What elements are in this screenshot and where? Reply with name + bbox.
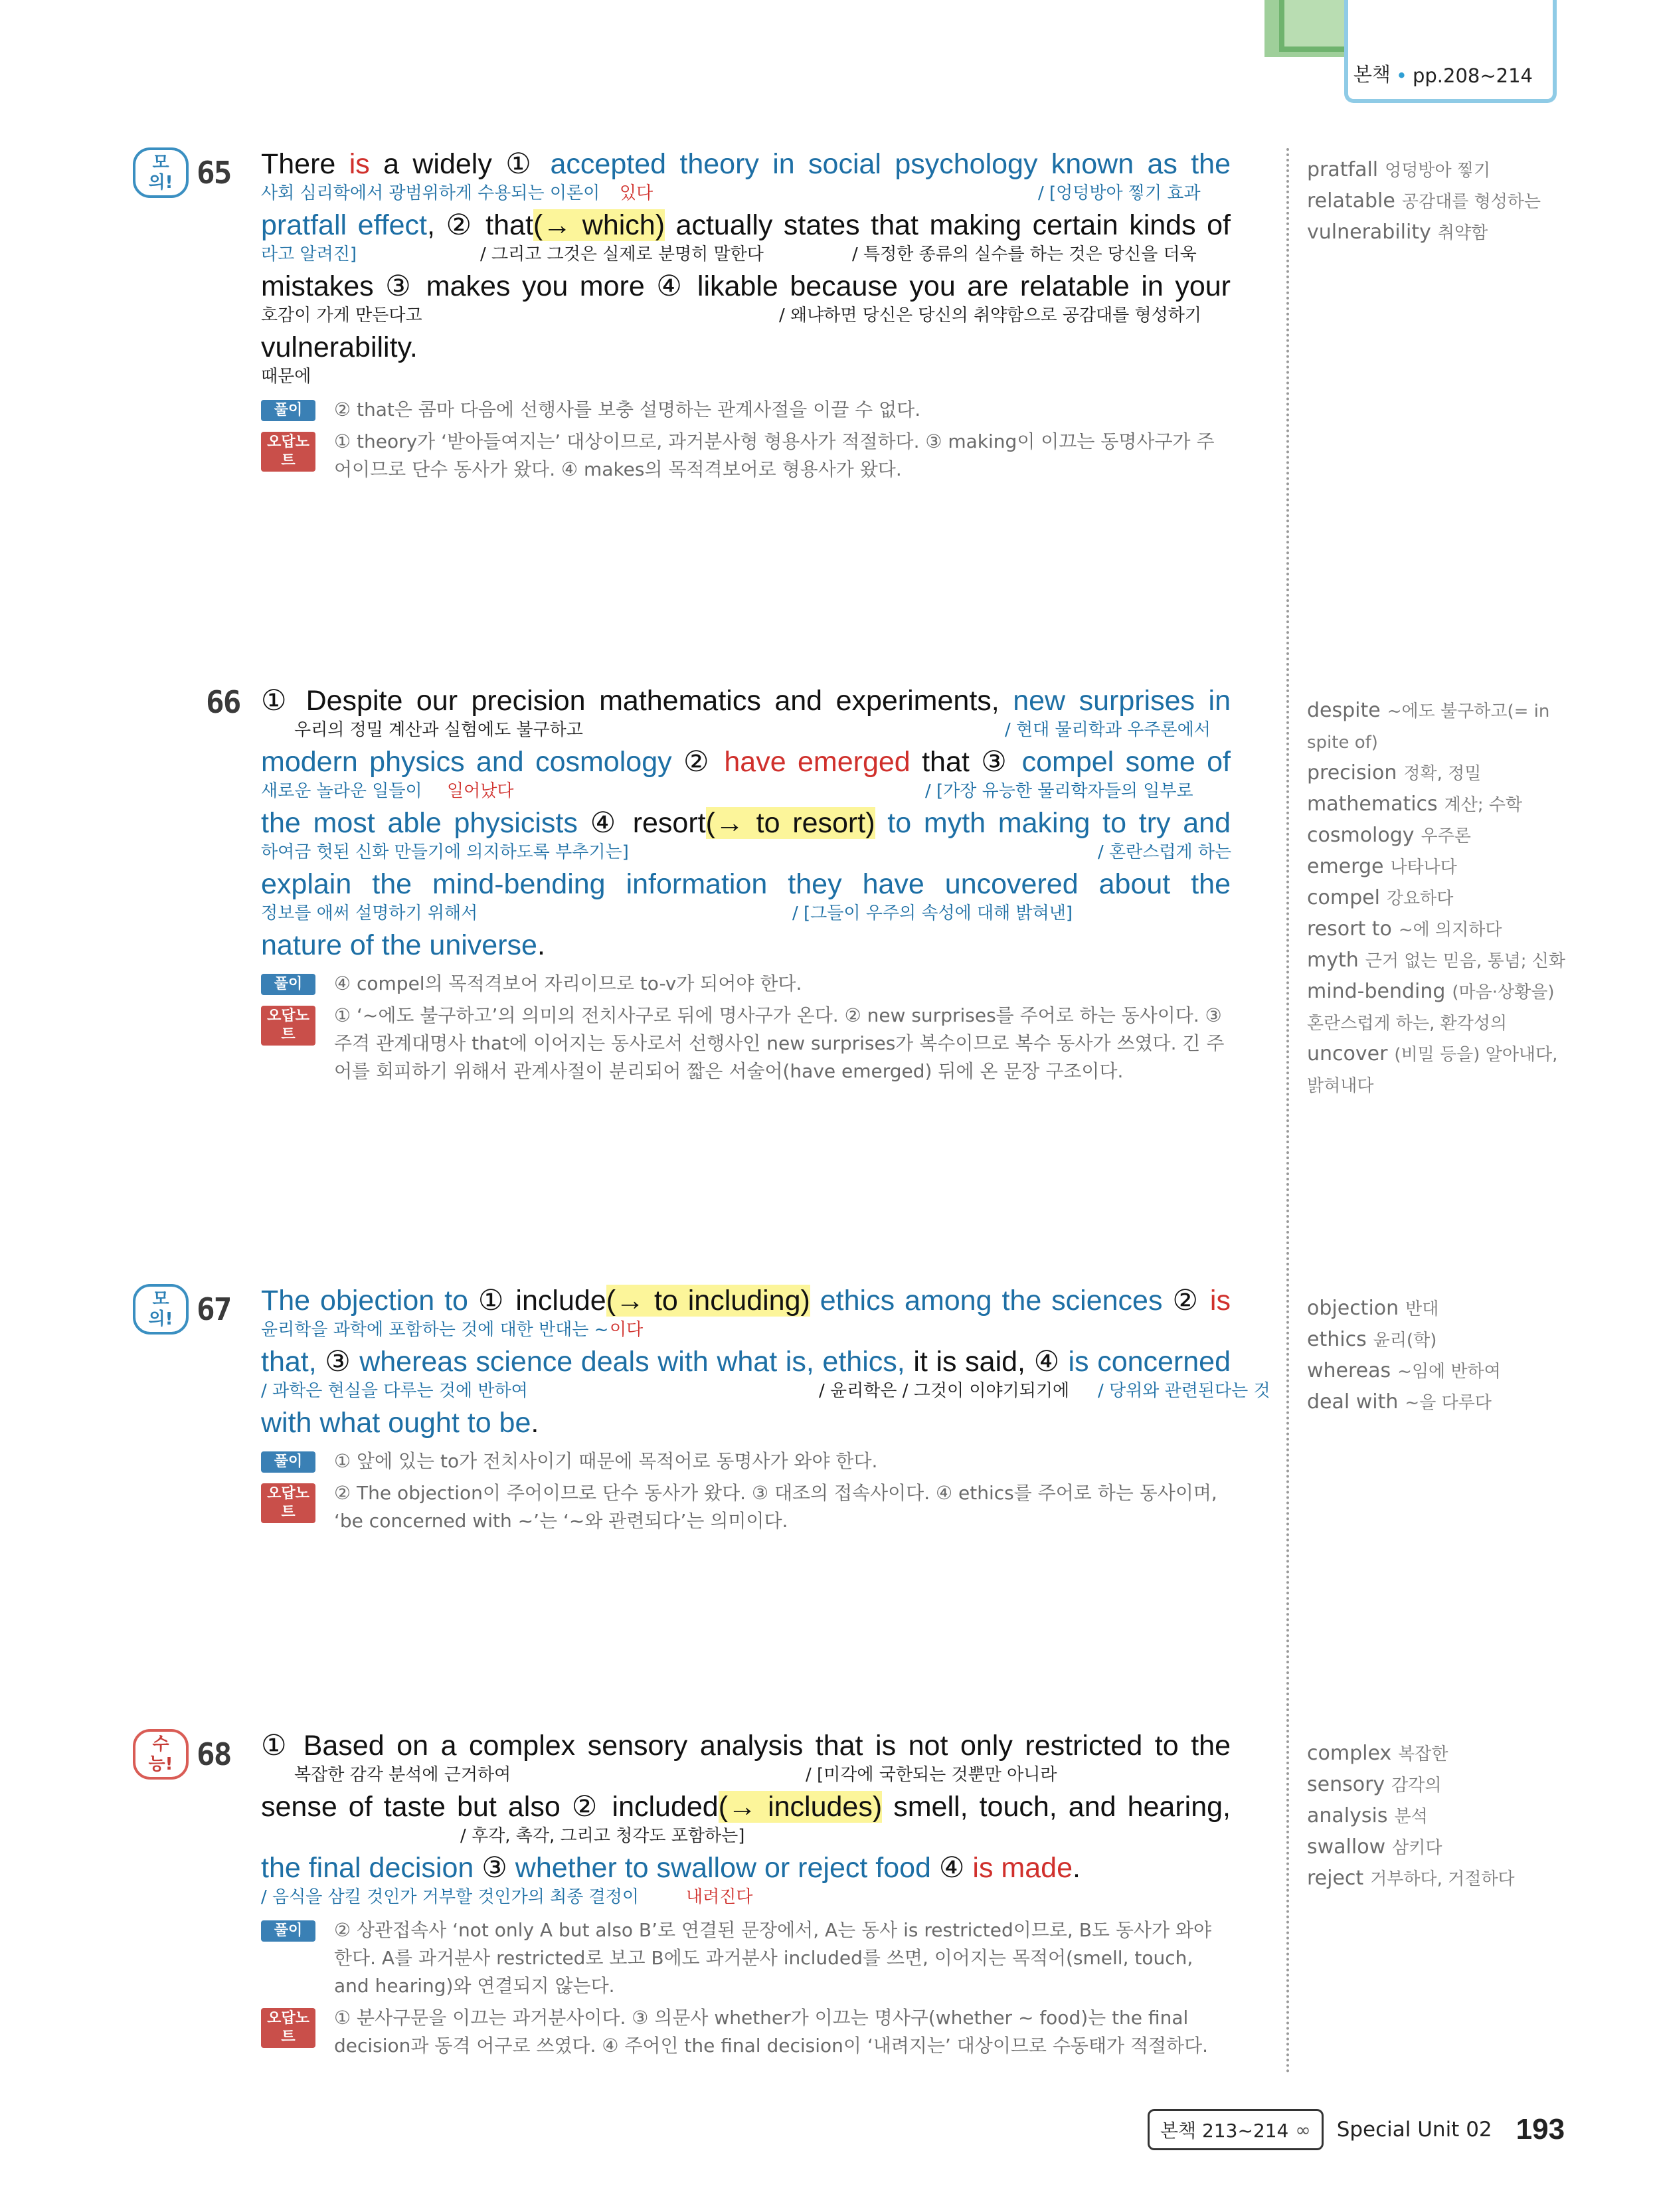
- vocab-entry: [1307, 945, 1573, 976]
- vocab-entry: [1307, 976, 1573, 1039]
- page-reference: 본책 • pp.208~214: [1344, 0, 1557, 103]
- vocab-entry: [1307, 789, 1573, 820]
- vocab-entry: [1307, 852, 1573, 883]
- korean-gloss: [261, 1317, 1231, 1345]
- link-icon: ∞: [1295, 2118, 1311, 2141]
- source-badge: 모의!: [133, 1284, 189, 1335]
- vocab-word: mind-bending: [1307, 980, 1446, 1003]
- vocab-meaning: 공감대를 형성하는: [1401, 192, 1541, 212]
- solution-tag: 풀이: [261, 1451, 315, 1473]
- korean-gloss: [261, 1378, 1270, 1406]
- korean-segment: 이다: [610, 1320, 644, 1340]
- question-header: [133, 684, 240, 720]
- question-body: [261, 1729, 1231, 2060]
- vocab-meaning: ~을 다루다: [1405, 1393, 1492, 1413]
- english-line: sense of taste but also ② included(→ includes) smell, touch, and hearing,: [261, 1791, 1231, 1823]
- solution-note: [261, 1916, 1231, 2000]
- english-segment: that,: [261, 1346, 317, 1378]
- english-segment: ethics among the sciences: [810, 1285, 1163, 1317]
- source-badge: 모의!: [133, 147, 189, 198]
- wrong-answer-text: ① theory가 ‘받아들여지는’ 대상이므로, 과거분사형 형용사가 적절하다. ③ making이 이끄는 동명사구가 주어이므로 단수 동사가 왔다. ④ makes의 목적격보어로 형용사가 왔다.: [334, 430, 1215, 480]
- korean-segment: 윤리학을 과학에 포함하는 것에 대한 반대는 ~: [261, 1320, 609, 1340]
- question-header: [133, 147, 230, 198]
- wrong-answer-text: ② The objection이 주어이므로 단수 동사가 왔다. ③ 대조의 접속사이다. ④ ethics를 주어로 하는 동사이며, ‘be concerned with ~’는 ‘~와 관련되다’는 의미이다.: [334, 1482, 1217, 1532]
- english-segment: (→ to including): [606, 1285, 810, 1317]
- solution-note: [261, 396, 1231, 424]
- vocab-meaning: 반대: [1405, 1299, 1439, 1319]
- english-line: pratfall effect, ② that(→ which) actually states that making certain kinds of: [261, 209, 1231, 241]
- english-segment: pratfall effect: [261, 209, 427, 241]
- vocab-meaning: (마음·상황을) 혼란스럽게 하는, 환각성의: [1307, 982, 1555, 1034]
- vocab-entry: [1307, 1770, 1573, 1801]
- korean-segment: 우리의 정밀 계산과 실험에도 불구하고: [294, 720, 583, 740]
- vocab-word: swallow: [1307, 1835, 1386, 1859]
- vocab-word: myth: [1307, 949, 1359, 972]
- vocab-word: precision: [1307, 761, 1397, 784]
- vocab-meaning: 윤리(학): [1373, 1331, 1437, 1350]
- vocab-entry: [1307, 820, 1573, 852]
- korean-segment: 라고 알려진]: [261, 244, 357, 264]
- vocab-word: analysis: [1307, 1804, 1388, 1827]
- source-badge: 수능!: [133, 1729, 189, 1780]
- korean-segment: 복잡한 감각 분석에 근거하여: [294, 1765, 511, 1785]
- english-segment: have emerged: [724, 746, 911, 778]
- vocab-67: [1307, 1293, 1573, 1418]
- korean-segment: / 그리고 그것은 실제로 분명히 말한다: [480, 244, 764, 264]
- korean-segment: 새로운 놀라운 일들이: [261, 781, 422, 801]
- question-body: [261, 684, 1231, 1085]
- vocab-entry: [1307, 155, 1573, 186]
- english-line: [261, 868, 1231, 901]
- book-ref-box: 본책 213~214 ∞: [1148, 2109, 1324, 2150]
- vocab-word: despite: [1307, 699, 1381, 722]
- vocab-entry: [1307, 1325, 1573, 1356]
- korean-segment: 일어났다: [447, 781, 514, 801]
- vocab-meaning: 엉덩방아 찧기: [1385, 161, 1491, 181]
- page-number: 193: [1516, 2113, 1565, 2146]
- solution-tag: 풀이: [261, 974, 315, 995]
- vocab-word: pratfall: [1307, 158, 1379, 181]
- vocab-meaning: 우주론: [1421, 826, 1471, 846]
- korean-segment: / [가장 유능한 물리학자들의 일부로: [925, 781, 1193, 801]
- english-line: nature of the universe.: [261, 929, 545, 961]
- vocab-meaning: 삼키다: [1392, 1838, 1442, 1858]
- question-header: [133, 1729, 230, 1780]
- solution-note: [261, 970, 1231, 998]
- korean-segment: / 윤리학은 / 그것이 이야기되기에: [819, 1381, 1070, 1401]
- korean-gloss: [261, 1439, 1231, 1443]
- korean-segment: / 과학은 현실을 다루는 것에 반하여: [261, 1381, 528, 1401]
- vocab-meaning: 근거 없는 믿음, 통념; 신화: [1365, 951, 1566, 971]
- question-body: [261, 1284, 1270, 1535]
- english-line: mistakes ③ makes you more ④ likable because you are relatable in your: [261, 270, 1231, 302]
- vocab-meaning: ~에도 불구하고(= in spite of): [1307, 701, 1550, 753]
- vocab-entry: [1307, 1863, 1573, 1894]
- english-segment: is concerned: [1068, 1346, 1231, 1378]
- english-segment: whereas science deals with what is, ethics,: [359, 1346, 905, 1378]
- vocab-word: vulnerability: [1307, 221, 1431, 244]
- korean-gloss: [261, 1885, 1231, 1912]
- korean-gloss: [261, 779, 1231, 806]
- english-segment: new surprises in: [1013, 685, 1231, 717]
- vocab-entry: [1307, 217, 1573, 248]
- vocab-entry: [1307, 695, 1573, 758]
- english-segment: modern physics and cosmology: [261, 746, 672, 778]
- question-header: [133, 1284, 230, 1335]
- vocab-meaning: 복잡한: [1398, 1744, 1448, 1764]
- korean-segment: / [미각에 국한되는 것뿐만 아니라: [806, 1765, 1057, 1785]
- korean-segment: / 혼란스럽게 하는: [1098, 842, 1232, 862]
- question-number: 65: [197, 155, 231, 191]
- korean-segment: 내려진다: [686, 1887, 753, 1907]
- solution-text: ② 상관접속사 ‘not only A but also B’로 연결된 문장에서, A는 동사 is restricted이므로, B도 동사가 와야 한다. A를 과거분사 restricted로 보고 B에도 과거분사 included를 쓰면, 이어지는 목적어(smell, touch, and hearing)와 연결되지 않는다.: [334, 1919, 1211, 1997]
- korean-gloss: [261, 1762, 1231, 1790]
- english-segment: theory in social psychology known as the: [666, 148, 1231, 180]
- korean-segment: / [엉덩방아 찧기 효과: [1038, 183, 1201, 203]
- solution-text: ④ compel의 목적격보어 자리이므로 to-v가 되어야 한다.: [334, 972, 802, 994]
- english-segment: is: [349, 148, 370, 180]
- unit-label: Special Unit 02: [1336, 2118, 1492, 2142]
- korean-gloss: [261, 181, 1231, 209]
- english-segment: the final decision: [261, 1852, 474, 1884]
- vocab-meaning: 나타나다: [1390, 858, 1457, 877]
- vocab-word: sensory: [1307, 1773, 1385, 1796]
- english-segment: compel some of: [1021, 746, 1231, 778]
- wrong-answer-text: ① ‘~에도 불구하고’의 의미의 전치사구로 뒤에 명사구가 온다. ② new surprises를 주어로 하는 동사이다. ③ 주격 관계대명사 that에 이어지는 동사로서 선행사인 new surprises가 복수이므로 복수 동사가 쓰였다. 긴 주어를 회피하기 위해서 관계사절이 분리되어 짧은 서술어(have emerged) 뒤에 온 문장 구조이다.: [334, 1004, 1225, 1082]
- korean-segment: 때문에: [261, 367, 311, 387]
- korean-segment: / 음식을 삼킬 것인가 거부할 것인가의 최종 결정이: [261, 1887, 639, 1907]
- korean-segment: / [그들이 우주의 속성에 대해 밝혀낸]: [792, 903, 1073, 923]
- column-divider: [1286, 148, 1289, 2074]
- vocab-meaning: 강요하다: [1386, 889, 1454, 909]
- english-line: There is a widely ① accepted theory in social psychology known as the: [261, 148, 1231, 180]
- english-line: modern physics and cosmology ② have emerged that ③ compel some of: [261, 746, 1231, 778]
- solution-tag: 풀이: [261, 1920, 315, 1942]
- vocab-entry: [1307, 1293, 1573, 1325]
- english-segment: nature of the universe: [261, 929, 537, 961]
- vocab-entry: [1307, 883, 1573, 914]
- vocab-entry: [1307, 1356, 1573, 1387]
- vocab-entry: [1307, 186, 1573, 217]
- english-segment: (→ includes): [718, 1791, 883, 1823]
- vocab-word: objection: [1307, 1297, 1399, 1320]
- question-number: 68: [197, 1736, 231, 1772]
- vocab-meaning: 취약함: [1437, 223, 1488, 243]
- vocab-entry: [1307, 1387, 1573, 1418]
- korean-gloss: [261, 364, 1231, 392]
- english-line: with what ought to be.: [261, 1407, 539, 1439]
- english-line: ① Based on a complex sensory analysis that is not only restricted to the: [261, 1730, 1231, 1762]
- korean-segment: / 후각, 촉각, 그리고 청각도 포함하는]: [460, 1826, 745, 1846]
- vocab-entry: [1307, 1738, 1573, 1770]
- korean-gloss: [261, 1823, 1231, 1851]
- vocab-meaning: ~임에 반하여: [1397, 1362, 1501, 1382]
- english-segment: with what ought to be: [261, 1407, 531, 1439]
- solution-text: ① 앞에 있는 to가 전치사이기 때문에 목적어로 동명사가 와야 한다.: [334, 1450, 878, 1472]
- vocab-entry: [1307, 914, 1573, 945]
- vocab-word: emerge: [1307, 855, 1384, 878]
- vocab-word: ethics: [1307, 1328, 1367, 1351]
- english-line: the most able physicists ④ resort(→ to resort) to myth making to try and: [261, 807, 1231, 839]
- korean-gloss: [261, 840, 1231, 868]
- vocab-65: [1307, 155, 1573, 248]
- vocab-meaning: 거부하다, 거절하다: [1370, 1869, 1515, 1889]
- vocab-meaning: 분석: [1394, 1807, 1428, 1827]
- vocab-entry: [1307, 1832, 1573, 1863]
- wrong-answer-tag: 오답노트: [261, 1483, 315, 1523]
- vocab-word: whereas: [1307, 1359, 1391, 1382]
- wrong-answer-tag: 오답노트: [261, 2008, 315, 2048]
- vocab-word: uncover: [1307, 1042, 1388, 1065]
- korean-gloss: [261, 303, 1231, 331]
- english-segment: the most able physicists: [261, 807, 578, 839]
- vocab-meaning: 계산; 수학: [1444, 795, 1523, 815]
- korean-gloss: [261, 717, 1231, 745]
- wrong-answer-note: [261, 2004, 1231, 2060]
- english-line: the final decision ③ whether to swallow or reject food ④ is made.: [261, 1852, 1081, 1884]
- english-segment: whether to swallow or reject food: [515, 1852, 931, 1884]
- english-line: The objection to ① include(→ to including) ethics among the sciences ② is: [261, 1285, 1231, 1317]
- page-footer: [1148, 2109, 1565, 2150]
- english-line: vulnerability.: [261, 331, 418, 363]
- korean-segment: 있다: [620, 183, 653, 203]
- korean-segment: 하여금 헛된 신화 만들기에 의지하도록 부추기는]: [261, 842, 629, 862]
- vocab-entry: [1307, 758, 1573, 789]
- english-line: ① Despite our precision mathematics and experiments, new surprises in: [261, 685, 1231, 717]
- question-body: [261, 147, 1231, 484]
- vocab-entry: [1307, 1801, 1573, 1832]
- wrong-answer-tag: 오답노트: [261, 1006, 315, 1046]
- solution-note: [261, 1447, 1231, 1475]
- vocab-meaning: ~에 의지하다: [1398, 920, 1502, 940]
- korean-segment: 정보를 애써 설명하기 위해서: [261, 903, 478, 923]
- vocab-meaning: 감각의: [1391, 1776, 1442, 1796]
- vocab-68: [1307, 1738, 1573, 1894]
- question-number: 67: [197, 1291, 231, 1327]
- korean-segment: / 특정한 종류의 실수를 하는 것은 당신을 더욱: [852, 244, 1197, 264]
- solution-text: ② that은 콤마 다음에 선행사를 보충 설명하는 관계사절을 이끌 수 없다.: [334, 399, 921, 420]
- english-segment: (→ which): [533, 209, 665, 241]
- vocab-meaning: 정확, 정밀: [1403, 764, 1482, 784]
- english-segment: accepted: [550, 148, 667, 180]
- vocab-66: [1307, 695, 1573, 1101]
- english-segment: is made: [972, 1852, 1073, 1884]
- vocab-meaning: (비밀 등을) 알아내다, 밝혀내다: [1307, 1045, 1558, 1096]
- english-segment: to myth making to try and: [875, 807, 1231, 839]
- question-number: 66: [206, 684, 240, 720]
- vocab-word: reject: [1307, 1867, 1364, 1890]
- wrong-answer-note: [261, 1479, 1231, 1535]
- korean-segment: / 현대 물리학과 우주론에서: [1005, 720, 1211, 740]
- vocab-word: cosmology: [1307, 824, 1415, 847]
- english-segment: is: [1209, 1285, 1231, 1317]
- english-segment: The objection to: [261, 1285, 468, 1317]
- solution-tag: 풀이: [261, 400, 315, 421]
- vocab-word: compel: [1307, 886, 1380, 909]
- wrong-answer-note: [261, 1002, 1231, 1085]
- english-line: that, ③ whereas science deals with what is, ethics, it is said, ④ is concerned: [261, 1346, 1231, 1378]
- vocab-word: deal with: [1307, 1390, 1399, 1414]
- english-segment: explain the mind-bending information they have uncovered about the: [261, 868, 1231, 900]
- vocab-word: mathematics: [1307, 792, 1438, 816]
- english-segment: (→ to resort): [705, 807, 875, 839]
- korean-gloss: [261, 962, 1231, 966]
- korean-segment: 사회 심리학에서 광범위하게 수용되는 이론이: [261, 183, 600, 203]
- vocab-entry: [1307, 1039, 1573, 1101]
- vocab-word: complex: [1307, 1742, 1392, 1765]
- wrong-answer-text: ① 분사구문을 이끄는 과거분사이다. ③ 의문사 whether가 이끄는 명사구(whether ~ food)는 the final decision과 동격 어구로 쓰였다. ④ 주어인 the final decision이 ‘내려지는’ 대상이므로 수동태가 적절하다.: [334, 2007, 1209, 2057]
- korean-segment: / 왜냐하면 당신은 당신의 취약함으로 공감대를 형성하기: [779, 306, 1202, 325]
- korean-segment: / 당위와 관련된다는 것: [1098, 1381, 1270, 1401]
- wrong-answer-tag: 오답노트: [261, 432, 315, 472]
- vocab-word: relatable: [1307, 189, 1395, 213]
- korean-segment: 호감이 가게 만든다고: [261, 306, 422, 325]
- korean-gloss: [261, 901, 1231, 929]
- wrong-answer-note: [261, 428, 1231, 484]
- korean-gloss: [261, 242, 1231, 270]
- vocab-word: resort to: [1307, 917, 1392, 941]
